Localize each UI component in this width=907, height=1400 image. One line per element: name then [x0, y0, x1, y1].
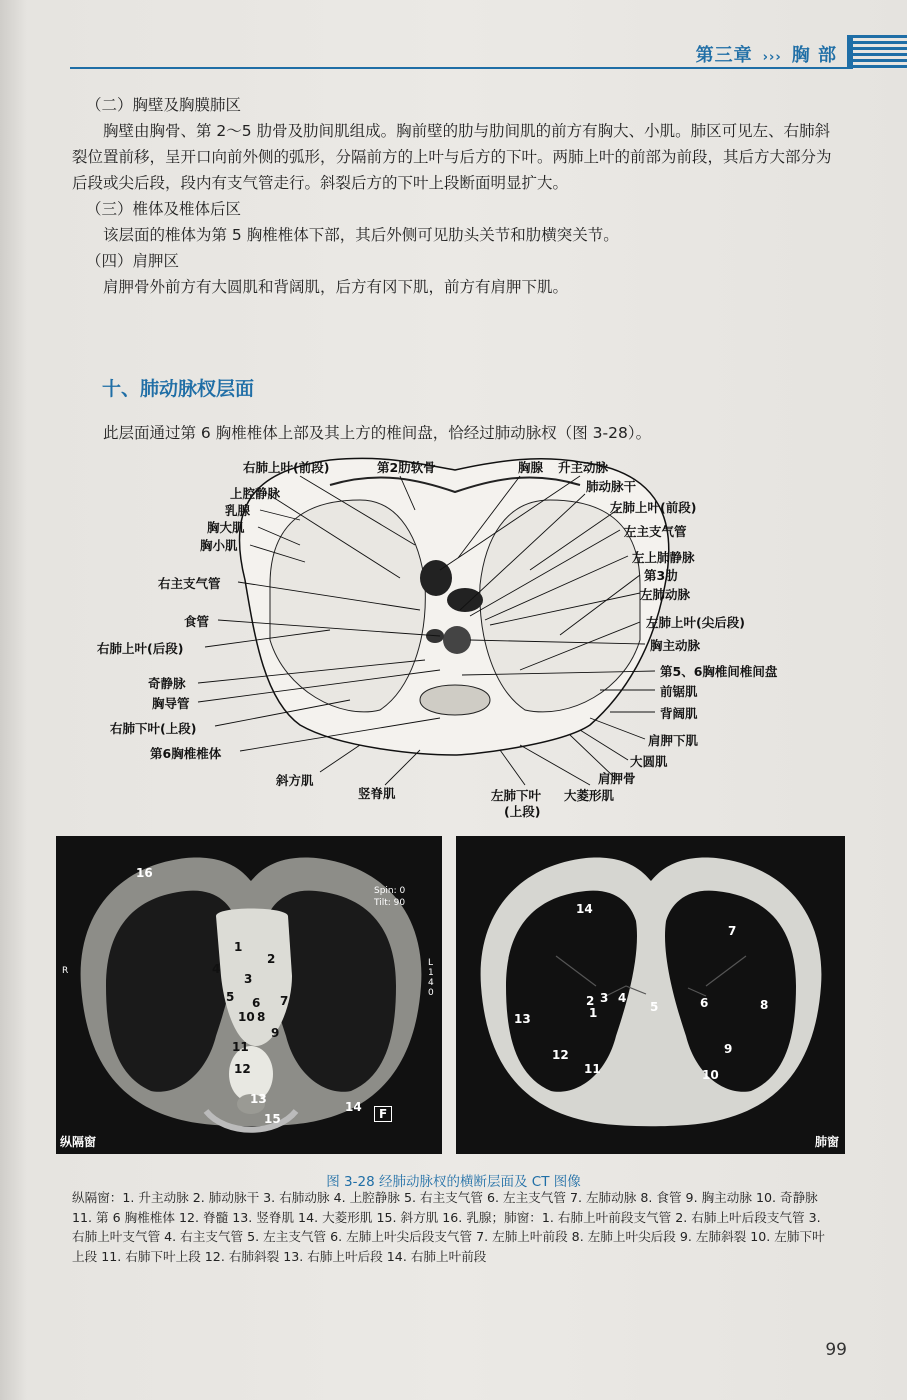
label-subscapularis: 肩胛下肌: [648, 733, 699, 748]
label-2nd-costal-cartilage: 第2肋软骨: [377, 460, 436, 475]
ct-left-label-12: 12: [234, 1062, 251, 1076]
label-svc: 上腔静脉: [230, 486, 281, 501]
figure-legend: 纵隔窗：1. 升主动脉 2. 肺动脉干 3. 右肺动脉 4. 上腔静脉 5. 右主支气管 6. 左主支气管 7. 左肺动脉 8. 食管 9. 胸主动脉 10. 奇静脉 11. 第 6 胸椎椎体 12. 脊髓 13. 竖脊肌 14. 大菱形肌 15. 斜方肌 16. 乳腺；肺窗：1. 右肺上叶前段支气管 2. 右肺上叶后段支气管 3. 右肺上叶支气管 4. 右主支气管 5. 左主支气管 6. 左肺上叶尖后段支气管 7. 左肺上叶前段 8. 左肺上叶尖后段 9. 左肺斜裂 10. 左肺下叶上段 11. 右肺下叶上段 12. 右肺斜裂 13. 右肺上叶后段 14. 右肺上叶前段: [72, 1190, 825, 1264]
ct-left-caption: 纵隔窗: [60, 1135, 97, 1149]
ct-right-label-8: 8: [760, 998, 769, 1012]
label-left-superior-pulmonary-vein: 左上肺静脉: [632, 550, 695, 565]
section-10-paragraph: 此层面通过第 6 胸椎椎体上部及其上方的椎间盘，恰经过肺动脉杈（图 3-28）。: [103, 424, 652, 442]
ct-left-label-7: 7: [280, 994, 289, 1008]
section-2-heading: （二）胸壁及胸膜肺区: [86, 96, 242, 114]
figure-title: 图 3-28 经肺动脉杈的横断层面及 CT 图像: [326, 1174, 581, 1190]
section-10-heading: 十、肺动脉杈层面: [102, 378, 255, 400]
ct-right-label-5: 5: [650, 1000, 659, 1014]
ct-left-corner: F: [374, 1106, 392, 1122]
label-azygos-vein: 奇静脉: [148, 676, 186, 691]
ct-left-label-5: 5: [226, 990, 235, 1004]
section-3-heading: （三）椎体及椎体后区: [86, 200, 242, 218]
ct-right-label-7: 7: [728, 924, 737, 938]
ct-left-label-2: 2: [267, 952, 276, 966]
label-right-lower-lobe-superior: 右肺下叶(上段): [110, 721, 197, 736]
ct-right-caption: 肺窗: [814, 1135, 839, 1149]
header-rule: [70, 67, 847, 69]
ct-right-label-13: 13: [514, 1012, 531, 1026]
label-pulmonary-trunk: 肺动脉干: [586, 479, 637, 494]
section-4-heading: （四）肩胛区: [86, 252, 180, 270]
chapter-title: [696, 41, 837, 67]
section-4-paragraph: 肩胛骨外前方有大圆肌和背阔肌，后方有冈下肌，前方有肩胛下肌。: [103, 278, 569, 296]
label-ascending-aorta: 升主动脉: [558, 460, 609, 475]
header-stripes: [853, 35, 907, 69]
ct-left-label-6: 6: [252, 996, 261, 1010]
ct-left-label-10: 10: [238, 1010, 255, 1024]
ct-left-label-3: 3: [244, 972, 253, 986]
label-pectoralis-major: 胸大肌: [207, 520, 245, 535]
label-t6-vertebral-body: 第6胸椎椎体: [150, 746, 222, 761]
ct-left-label-8: 8: [257, 1010, 266, 1024]
label-right-upper-lobe-posterior: 右肺上叶(后段): [97, 641, 184, 656]
label-left-lower-lobe: 左肺下叶: [491, 788, 542, 803]
label-thoracic-aorta: 胸主动脉: [650, 638, 701, 653]
ct-left-label-4: 4: [212, 962, 221, 976]
ct-left-label-14: 14: [345, 1100, 362, 1114]
ct-mediastinal-window: [56, 836, 442, 1154]
ct-right-label-4: 4: [618, 991, 627, 1005]
ct-right-label-11: 11: [584, 1062, 601, 1076]
label-scapula: 肩胛骨: [598, 771, 636, 786]
ct-left-label-16: 16: [136, 866, 153, 880]
ct-lung-window: [456, 836, 845, 1154]
ct-right-label-6: 6: [700, 996, 709, 1010]
ct-right-label-9: 9: [724, 1042, 733, 1056]
page-number: 99: [825, 1340, 847, 1360]
label-trapezius: 斜方肌: [276, 773, 314, 788]
ct-right-label-2: 2: [586, 994, 595, 1008]
ct-left-label-1: 1: [234, 940, 243, 954]
label-pectoralis-minor: 胸小肌: [200, 538, 238, 553]
label-left-lower-lobe-superior: (上段): [504, 804, 541, 819]
label-left-upper-lobe-anterior: 左肺上叶(前段): [610, 500, 697, 515]
section-10: [72, 420, 837, 446]
ct-right-label-10: 10: [702, 1068, 719, 1082]
ct-right-label-12: 12: [552, 1048, 569, 1062]
chapter-part: 胸 部: [791, 45, 837, 66]
ct-right-image: [456, 836, 845, 1154]
label-left-main-bronchus: 左主支气管: [624, 524, 687, 539]
ct-left-label-13: 13: [250, 1092, 267, 1106]
section-3-paragraph: 该层面的椎体为第 5 胸椎椎体下部，其后外侧可见肋头关节和肋横突关节。: [103, 226, 619, 244]
label-latissimus-dorsi: 背阔肌: [660, 706, 698, 721]
running-header: [0, 33, 907, 75]
ct-right-label-1: 1: [589, 1006, 598, 1020]
ct-left-label-11: 11: [232, 1040, 249, 1054]
label-erector-spinae: 竖脊肌: [358, 786, 396, 801]
label-left-upper-lobe-apicoposterior: 左肺上叶(尖后段): [646, 615, 745, 630]
ct-left-label-15: 15: [264, 1112, 281, 1126]
ct-right-label-3: 3: [600, 991, 609, 1005]
label-right-upper-lobe-anterior: 右肺上叶(前段): [243, 460, 330, 475]
label-teres-major: 大圆肌: [630, 754, 668, 769]
label-rhomboid-major: 大菱形肌: [564, 788, 615, 803]
label-esophagus: 食管: [184, 614, 210, 629]
ct-left-side-r: R: [62, 966, 69, 976]
ct-left-tilt: Tilt: 90: [374, 898, 406, 908]
label-serratus-anterior: 前锯肌: [660, 684, 698, 699]
label-thoracic-duct: 胸导管: [152, 696, 190, 711]
section-2-paragraph: 胸壁由胸骨、第 2～5 肋骨及肋间肌组成。胸前壁的肋与肋间肌的前方有胸大、小肌。肺区可见左、右肺斜裂位置前移，呈开口向前外侧的弧形，分隔前方的上叶与后方的下叶。两肺上叶的前部为前段，其后方大部分为后段或尖后段，段内有支气管走行。斜裂后方的下叶上段断面明显扩大。: [72, 122, 832, 192]
section-2: [72, 92, 837, 300]
label-right-main-bronchus: 右主支气管: [158, 576, 221, 591]
label-breast: 乳腺: [225, 503, 251, 518]
ct-left-spin: Spin: 0: [374, 886, 406, 896]
ct-left-label-9: 9: [271, 1026, 280, 1040]
cross-section-diagram: [0, 450, 907, 825]
ct-left-side-l: L 1 4 0: [428, 958, 434, 998]
label-left-pulmonary-artery: 左肺动脉: [640, 587, 691, 602]
chevrons-icon: ›››: [762, 50, 782, 65]
chapter-number: 第三章: [695, 45, 753, 66]
label-3rd-rib: 第3肋: [644, 568, 678, 583]
label-t5-t6-disc: 第5、6胸椎间椎间盘: [660, 664, 778, 679]
label-thymus: 胸腺: [518, 460, 544, 475]
ct-right-label-14: 14: [576, 902, 593, 916]
